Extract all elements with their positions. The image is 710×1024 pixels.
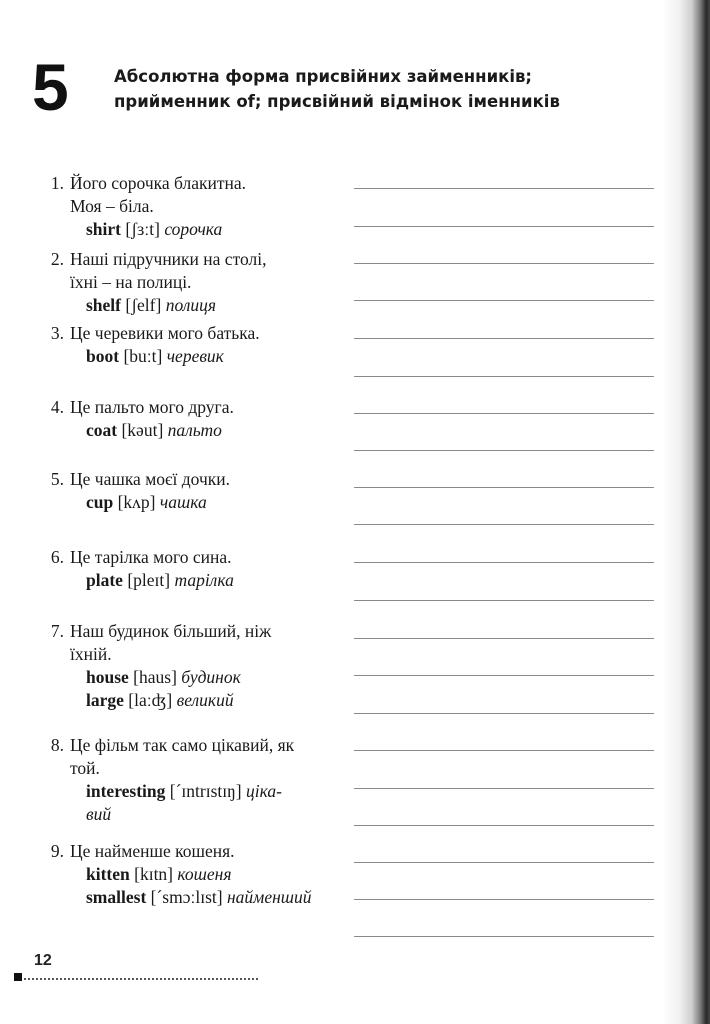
footer-dotted-rule [24, 978, 258, 980]
vocab-transcription: [pleɪt] [127, 570, 171, 590]
sentence-text: той. [70, 758, 100, 778]
vocab-transcription: [kʌp] [117, 492, 156, 512]
heading-line-2: прийменник of; присвійний відмінок іменників [114, 92, 560, 111]
vocab-word: house [86, 667, 129, 687]
vocab-translation: будинок [181, 667, 241, 687]
exercise-item [40, 248, 338, 317]
unit-number: 5 [32, 50, 69, 124]
vocab-translation: сорочка [164, 219, 223, 239]
vocab-transcription: [kɪtn] [134, 864, 174, 884]
vocab-word: boot [86, 346, 120, 366]
vocab-gloss [86, 218, 338, 241]
exercise-item [40, 322, 338, 368]
vocab-transcription: [kəut] [121, 420, 164, 440]
vocab-gloss [86, 780, 338, 803]
vocab-translation: черевик [166, 346, 224, 366]
vocab-gloss [86, 666, 338, 689]
item-number [40, 757, 70, 780]
sentence-text: Його сорочка блакитна. [70, 173, 246, 193]
sentence-line [40, 734, 338, 757]
vocab-word: large [86, 690, 124, 710]
vocab-transcription: [haus] [133, 667, 177, 687]
vocab-translation: ціка- [246, 781, 282, 801]
vocab-transcription: [ʃɜːt] [125, 219, 160, 239]
sentence-line [40, 468, 338, 491]
sentence-line [40, 322, 338, 345]
vocab-gloss [86, 569, 338, 592]
sentence-line [40, 271, 338, 294]
item-number: 2. [50, 249, 64, 269]
answer-line[interactable] [354, 675, 654, 676]
sentence-line [40, 396, 338, 419]
answer-line[interactable] [354, 300, 654, 301]
item-number: 6. [50, 547, 64, 567]
vocab-transcription: [buːt] [123, 346, 163, 366]
vocab-translation: найменший [226, 887, 312, 907]
vocab-word: shirt [86, 219, 121, 239]
exercise-item [40, 840, 338, 909]
sentence-line [40, 840, 338, 863]
sentence-text: Це чашка моєї дочки. [70, 469, 231, 489]
sentence-text: Це фільм так само цікавий, як [70, 735, 295, 755]
item-number [40, 643, 70, 666]
item-number: 3. [50, 323, 64, 343]
item-number [40, 195, 70, 218]
answer-line[interactable] [354, 226, 654, 227]
answer-line[interactable] [354, 450, 654, 451]
vocab-gloss [86, 294, 338, 317]
answer-line[interactable] [354, 899, 654, 900]
vocab-gloss [86, 491, 338, 514]
heading-line-1: Абсолютна форма присвійних займенників; [114, 67, 533, 86]
item-number: 1. [50, 173, 64, 193]
answer-line[interactable] [354, 413, 654, 414]
answer-line[interactable] [354, 825, 654, 826]
vocab-transcription: [ˊɪntrɪstɪŋ] [169, 781, 242, 801]
vocab-translation: тарілка [174, 570, 234, 590]
answer-line[interactable] [354, 936, 654, 937]
vocab-word: shelf [86, 295, 121, 315]
exercise-item [40, 396, 338, 442]
sentence-line [40, 172, 338, 195]
vocab-word: coat [86, 420, 118, 440]
sentence-line [40, 643, 338, 666]
vocab-gloss [86, 886, 338, 909]
vocab-translation: великий [176, 690, 234, 710]
vocab-translation-continued [86, 803, 338, 826]
sentence-text: Наші підручники на столі, [70, 249, 267, 269]
vocab-translation: полиця [165, 295, 217, 315]
exercise-item [40, 620, 338, 712]
answer-lines [354, 0, 654, 1024]
vocab-translation: пальто [167, 420, 222, 440]
vocab-word: cup [86, 492, 114, 512]
exercise-item [40, 734, 338, 826]
item-number: 8. [50, 735, 64, 755]
page-number: 12 [34, 952, 52, 969]
item-number [40, 271, 70, 294]
exercise-item [40, 172, 338, 241]
sentence-text: Моя – біла. [70, 196, 154, 216]
vocab-gloss [86, 863, 338, 886]
answer-line[interactable] [354, 750, 654, 751]
vocab-word: kitten [86, 864, 130, 884]
answer-line[interactable] [354, 600, 654, 601]
answer-line[interactable] [354, 638, 654, 639]
footer-square-marker [14, 973, 22, 981]
sentence-line [40, 620, 338, 643]
sentence-text: Це пальто мого друга. [70, 397, 234, 417]
vocab-gloss [86, 345, 338, 368]
answer-line[interactable] [354, 376, 654, 377]
sentence-line [40, 195, 338, 218]
vocab-word: smallest [86, 887, 147, 907]
answer-line[interactable] [354, 524, 654, 525]
answer-line[interactable] [354, 862, 654, 863]
vocab-word: plate [86, 570, 123, 590]
sentence-text: їхні – на полиці. [70, 272, 192, 292]
vocab-translation-tail: вий [86, 804, 112, 824]
item-number: 4. [50, 397, 64, 417]
item-number: 9. [50, 841, 64, 861]
vocab-transcription: [ˊsmɔːlɪst] [150, 887, 223, 907]
answer-line[interactable] [354, 188, 654, 189]
sentence-text: Це найменше кошеня. [70, 841, 235, 861]
book-spine-shadow [662, 0, 710, 1024]
sentence-text: Це черевики мого батька. [70, 323, 260, 343]
item-number: 5. [50, 469, 64, 489]
answer-line[interactable] [354, 562, 654, 563]
vocab-word: interesting [86, 781, 166, 801]
sentence-text: Це тарілка мого сина. [70, 547, 232, 567]
answer-line[interactable] [354, 487, 654, 488]
sentence-text: Наш будинок більший, ніж [70, 621, 272, 641]
vocab-translation: чашка [159, 492, 207, 512]
exercise-item [40, 546, 338, 592]
vocab-transcription: [ʃelf] [125, 295, 162, 315]
sentence-text: їхній. [70, 644, 112, 664]
vocab-gloss [86, 689, 338, 712]
item-number: 7. [50, 621, 64, 641]
answer-line[interactable] [354, 713, 654, 714]
answer-line[interactable] [354, 788, 654, 789]
sentence-line [40, 248, 338, 271]
answer-line[interactable] [354, 338, 654, 339]
vocab-gloss [86, 419, 338, 442]
sentence-line [40, 546, 338, 569]
vocab-translation: кошеня [177, 864, 232, 884]
answer-line[interactable] [354, 263, 654, 264]
sentence-line [40, 757, 338, 780]
vocab-transcription: [laːʤ] [128, 690, 173, 710]
exercise-item [40, 468, 338, 514]
